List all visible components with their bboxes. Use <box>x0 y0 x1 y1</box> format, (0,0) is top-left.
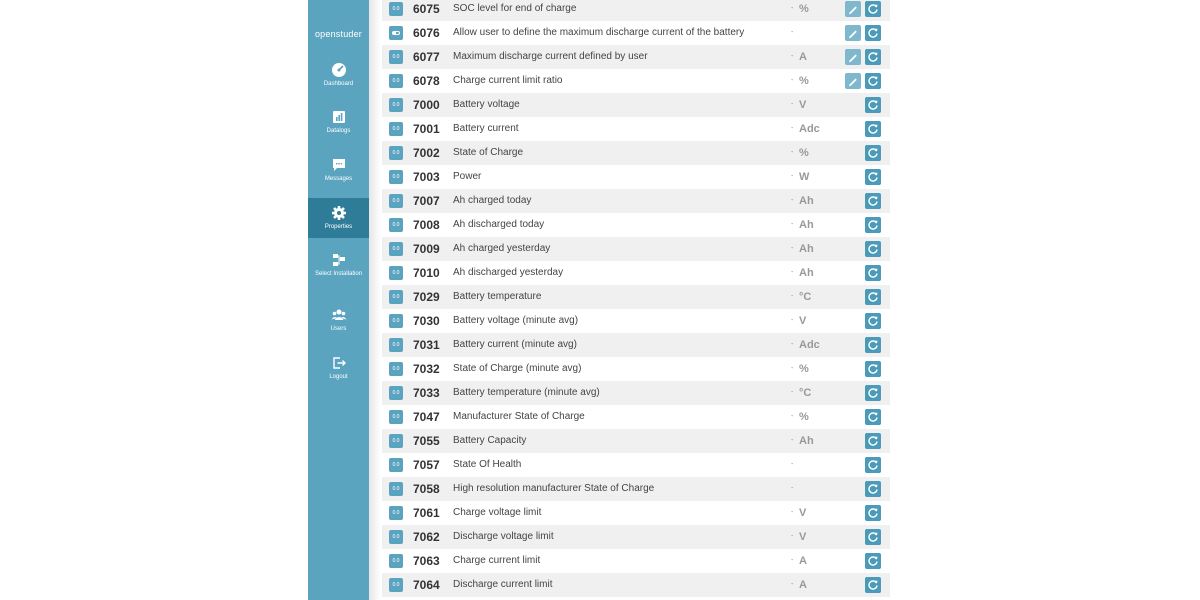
refresh-button[interactable] <box>865 265 881 281</box>
table-row <box>382 549 890 573</box>
property-unit: V <box>799 507 807 519</box>
property-name: State Of Health <box>453 459 522 470</box>
refresh-icon <box>865 145 881 161</box>
table-row <box>382 501 890 525</box>
float-type-badge: 0.0 <box>389 554 403 568</box>
property-id: 7009 <box>413 242 440 256</box>
property-name: Ah charged today <box>453 195 532 206</box>
property-unit: Ah <box>799 267 814 279</box>
property-value: - <box>791 413 794 420</box>
refresh-icon <box>865 73 881 89</box>
logout-icon <box>331 355 347 371</box>
property-unit: % <box>799 147 809 159</box>
refresh-icon <box>865 505 881 521</box>
property-name: SOC level for end of charge <box>453 3 577 14</box>
property-value: - <box>791 317 794 324</box>
property-value: - <box>791 485 794 492</box>
sidebar-item-label: Dashboard <box>323 81 354 87</box>
float-type-badge: 0.0 <box>389 506 403 520</box>
refresh-button[interactable] <box>865 529 881 545</box>
refresh-button[interactable] <box>865 337 881 353</box>
refresh-icon <box>865 529 881 545</box>
property-name: State of Charge (minute avg) <box>453 363 582 374</box>
property-unit: Ah <box>799 243 814 255</box>
refresh-button[interactable] <box>865 433 881 449</box>
sidebar-item-label: Select Installation <box>314 271 363 277</box>
property-id: 7063 <box>413 554 440 568</box>
refresh-icon <box>865 337 881 353</box>
property-value: - <box>791 245 794 252</box>
refresh-icon <box>865 217 881 233</box>
property-id: 7002 <box>413 146 440 160</box>
refresh-icon <box>865 265 881 281</box>
refresh-button[interactable] <box>865 73 881 89</box>
property-unit: V <box>799 315 807 327</box>
property-value: - <box>791 365 794 372</box>
property-value: - <box>791 461 794 468</box>
property-name: Charge current limit ratio <box>453 75 563 86</box>
table-row <box>382 429 890 453</box>
property-unit: A <box>799 555 807 567</box>
float-type-badge: 0.0 <box>389 314 403 328</box>
table-row <box>382 21 890 45</box>
sidebar-item-logout[interactable] <box>308 355 369 395</box>
float-type-badge: 0.0 <box>389 458 403 472</box>
float-type-badge: 0.0 <box>389 74 403 88</box>
float-type-badge: 0.0 <box>389 98 403 112</box>
property-id: 7001 <box>413 122 440 136</box>
property-id: 7033 <box>413 386 440 400</box>
refresh-icon <box>865 385 881 401</box>
property-value: - <box>791 341 794 348</box>
property-name: State of Charge <box>453 147 524 158</box>
property-unit: % <box>799 411 809 423</box>
property-value: - <box>791 5 794 12</box>
property-id: 7010 <box>413 266 440 280</box>
property-id: 7003 <box>413 170 440 184</box>
float-type-badge: 0.0 <box>389 266 403 280</box>
refresh-button[interactable] <box>865 553 881 569</box>
property-name: Allow user to define the maximum discharge current of the battery <box>453 27 745 38</box>
property-unit: Adc <box>799 339 820 351</box>
property-id: 6078 <box>413 74 440 88</box>
property-id: 6076 <box>413 26 440 40</box>
refresh-button[interactable] <box>865 49 881 65</box>
refresh-button[interactable] <box>865 193 881 209</box>
sidebar-item-select-installation[interactable] <box>308 252 369 292</box>
property-unit: % <box>799 75 809 87</box>
table-row <box>382 309 890 333</box>
property-id: 7047 <box>413 410 440 424</box>
refresh-icon <box>865 457 881 473</box>
float-type-badge: 0.0 <box>389 434 403 448</box>
float-type-badge: 0.0 <box>389 242 403 256</box>
float-type-badge: 0.0 <box>389 578 403 592</box>
property-value: - <box>791 53 794 60</box>
property-id: 6077 <box>413 50 440 64</box>
sidebar-item-label: Users <box>330 326 347 332</box>
property-name: Power <box>453 171 482 182</box>
property-id: 7000 <box>413 98 440 112</box>
table-row <box>382 213 890 237</box>
property-unit: W <box>799 171 810 183</box>
property-unit: Ah <box>799 219 814 231</box>
property-id: 7062 <box>413 530 440 544</box>
refresh-button[interactable] <box>865 481 881 497</box>
pencil-icon <box>845 73 861 89</box>
refresh-icon <box>865 481 881 497</box>
property-name: High resolution manufacturer State of Charge <box>453 483 655 494</box>
property-unit: Adc <box>799 123 820 135</box>
refresh-button[interactable] <box>865 217 881 233</box>
refresh-button[interactable] <box>865 97 881 113</box>
property-name: Maximum discharge current defined by user <box>453 51 648 62</box>
pencil-icon <box>845 1 861 17</box>
table-row <box>382 165 890 189</box>
table-row <box>382 93 890 117</box>
property-unit: °C <box>799 291 812 303</box>
float-type-badge: 0.0 <box>389 122 403 136</box>
property-value: - <box>791 389 794 396</box>
dashboard-icon <box>331 62 347 78</box>
property-value: - <box>791 77 794 84</box>
refresh-icon <box>865 241 881 257</box>
sidebar-item-dashboard[interactable] <box>308 62 369 102</box>
table-row <box>382 453 890 477</box>
property-value: - <box>791 533 794 540</box>
gear-icon <box>331 205 347 221</box>
property-name: Discharge voltage limit <box>453 531 554 542</box>
users-icon <box>331 307 347 323</box>
edit-button[interactable] <box>845 73 861 89</box>
property-name: Charge voltage limit <box>453 507 542 518</box>
table-row <box>382 45 890 69</box>
content-edge <box>369 0 381 600</box>
float-type-badge: 0.0 <box>389 290 403 304</box>
refresh-button[interactable] <box>865 385 881 401</box>
sidebar-item-messages[interactable] <box>308 157 369 197</box>
property-value: - <box>791 125 794 132</box>
property-id: 7007 <box>413 194 440 208</box>
refresh-button[interactable] <box>865 25 881 41</box>
property-value: - <box>791 557 794 564</box>
property-name: Battery temperature (minute avg) <box>453 387 600 398</box>
sidebar-item-datalogs[interactable] <box>308 109 369 149</box>
table-row <box>382 285 890 309</box>
float-type-badge: 0.0 <box>389 386 403 400</box>
refresh-button[interactable] <box>865 313 881 329</box>
pencil-icon <box>845 49 861 65</box>
property-unit: Ah <box>799 195 814 207</box>
property-unit: Ah <box>799 435 814 447</box>
table-row <box>382 357 890 381</box>
refresh-icon <box>865 433 881 449</box>
sidebar <box>308 0 369 600</box>
property-unit: A <box>799 51 807 63</box>
edit-button[interactable] <box>845 49 861 65</box>
refresh-icon <box>865 577 881 593</box>
property-value: - <box>791 197 794 204</box>
property-id: 7058 <box>413 482 440 496</box>
property-id: 7031 <box>413 338 440 352</box>
properties-table <box>382 0 890 600</box>
refresh-icon <box>865 169 881 185</box>
property-unit: V <box>799 531 807 543</box>
table-row <box>382 117 890 141</box>
table-row <box>382 333 890 357</box>
float-type-badge: 0.0 <box>389 482 403 496</box>
property-id: 7061 <box>413 506 440 520</box>
chart-icon <box>331 109 347 125</box>
float-type-badge: 0.0 <box>389 338 403 352</box>
sidebar-item-label: Properties <box>324 224 353 230</box>
refresh-button[interactable] <box>865 289 881 305</box>
refresh-icon <box>865 121 881 137</box>
refresh-button[interactable] <box>865 145 881 161</box>
property-id: 7057 <box>413 458 440 472</box>
property-value: - <box>791 509 794 516</box>
refresh-icon <box>865 97 881 113</box>
property-unit: V <box>799 99 807 111</box>
refresh-icon <box>865 409 881 425</box>
refresh-icon <box>865 313 881 329</box>
property-name: Battery Capacity <box>453 435 527 446</box>
table-row <box>382 189 890 213</box>
float-type-badge: 0.0 <box>389 50 403 64</box>
refresh-icon <box>865 1 881 17</box>
property-value: - <box>791 221 794 228</box>
sidebar-item-label: Logout <box>329 374 348 380</box>
float-type-badge: 0.0 <box>389 362 403 376</box>
pencil-icon <box>845 25 861 41</box>
property-name: Battery current (minute avg) <box>453 339 577 350</box>
refresh-icon <box>865 553 881 569</box>
property-unit: % <box>799 363 809 375</box>
sidebar-item-label: Messages <box>324 176 353 182</box>
property-unit: % <box>799 3 809 15</box>
table-row <box>382 525 890 549</box>
property-name: Discharge current limit <box>453 579 553 590</box>
property-unit: A <box>799 579 807 591</box>
float-type-badge: 0.0 <box>389 410 403 424</box>
property-id: 7030 <box>413 314 440 328</box>
refresh-button[interactable] <box>865 169 881 185</box>
float-type-badge: 0.0 <box>389 146 403 160</box>
refresh-button[interactable] <box>865 505 881 521</box>
property-name: Charge current limit <box>453 555 541 566</box>
table-row <box>382 261 890 285</box>
float-type-badge: 0.0 <box>389 170 403 184</box>
property-id: 7029 <box>413 290 440 304</box>
property-id: 7032 <box>413 362 440 376</box>
float-type-badge: 0.0 <box>389 194 403 208</box>
refresh-icon <box>865 25 881 41</box>
property-value: - <box>791 29 794 36</box>
property-unit: °C <box>799 387 812 399</box>
brand-logo: openstuder <box>314 29 363 39</box>
property-id: 7064 <box>413 578 440 592</box>
installation-icon <box>331 252 347 268</box>
refresh-button[interactable] <box>865 1 881 17</box>
sidebar-item-label: Datalogs <box>326 128 351 134</box>
property-name: Battery current <box>453 123 519 134</box>
float-type-badge: 0.0 <box>389 530 403 544</box>
property-value: - <box>791 173 794 180</box>
table-row <box>382 141 890 165</box>
property-name: Manufacturer State of Charge <box>453 411 585 422</box>
sidebar-item-properties[interactable] <box>308 198 369 238</box>
property-value: - <box>791 293 794 300</box>
property-name: Ah charged yesterday <box>453 243 551 254</box>
table-row <box>382 237 890 261</box>
property-id: 7055 <box>413 434 440 448</box>
table-row <box>382 477 890 501</box>
property-value: - <box>791 437 794 444</box>
property-value: - <box>791 101 794 108</box>
float-type-badge: 0.0 <box>389 218 403 232</box>
property-id: 7008 <box>413 218 440 232</box>
refresh-icon <box>865 193 881 209</box>
bool-type-badge <box>389 26 403 40</box>
refresh-icon <box>865 361 881 377</box>
refresh-button[interactable] <box>865 457 881 473</box>
edit-button[interactable] <box>845 25 861 41</box>
property-value: - <box>791 149 794 156</box>
refresh-icon <box>865 49 881 65</box>
table-row <box>382 381 890 405</box>
edit-button[interactable] <box>845 1 861 17</box>
property-name: Battery voltage <box>453 99 520 110</box>
property-value: - <box>791 581 794 588</box>
property-name: Battery temperature <box>453 291 542 302</box>
refresh-button[interactable] <box>865 361 881 377</box>
message-icon <box>331 157 347 173</box>
property-name: Ah discharged yesterday <box>453 267 564 278</box>
refresh-button[interactable] <box>865 241 881 257</box>
refresh-button[interactable] <box>865 121 881 137</box>
property-name: Ah discharged today <box>453 219 545 230</box>
table-row <box>382 0 890 21</box>
refresh-button[interactable] <box>865 577 881 593</box>
property-id: 6075 <box>413 2 440 16</box>
property-name: Battery voltage (minute avg) <box>453 315 579 326</box>
refresh-icon <box>865 289 881 305</box>
sidebar-item-users[interactable] <box>308 307 369 347</box>
table-row <box>382 405 890 429</box>
property-value: - <box>791 269 794 276</box>
float-type-badge: 0.0 <box>389 2 403 16</box>
table-row <box>382 69 890 93</box>
table-row <box>382 573 890 597</box>
refresh-button[interactable] <box>865 409 881 425</box>
